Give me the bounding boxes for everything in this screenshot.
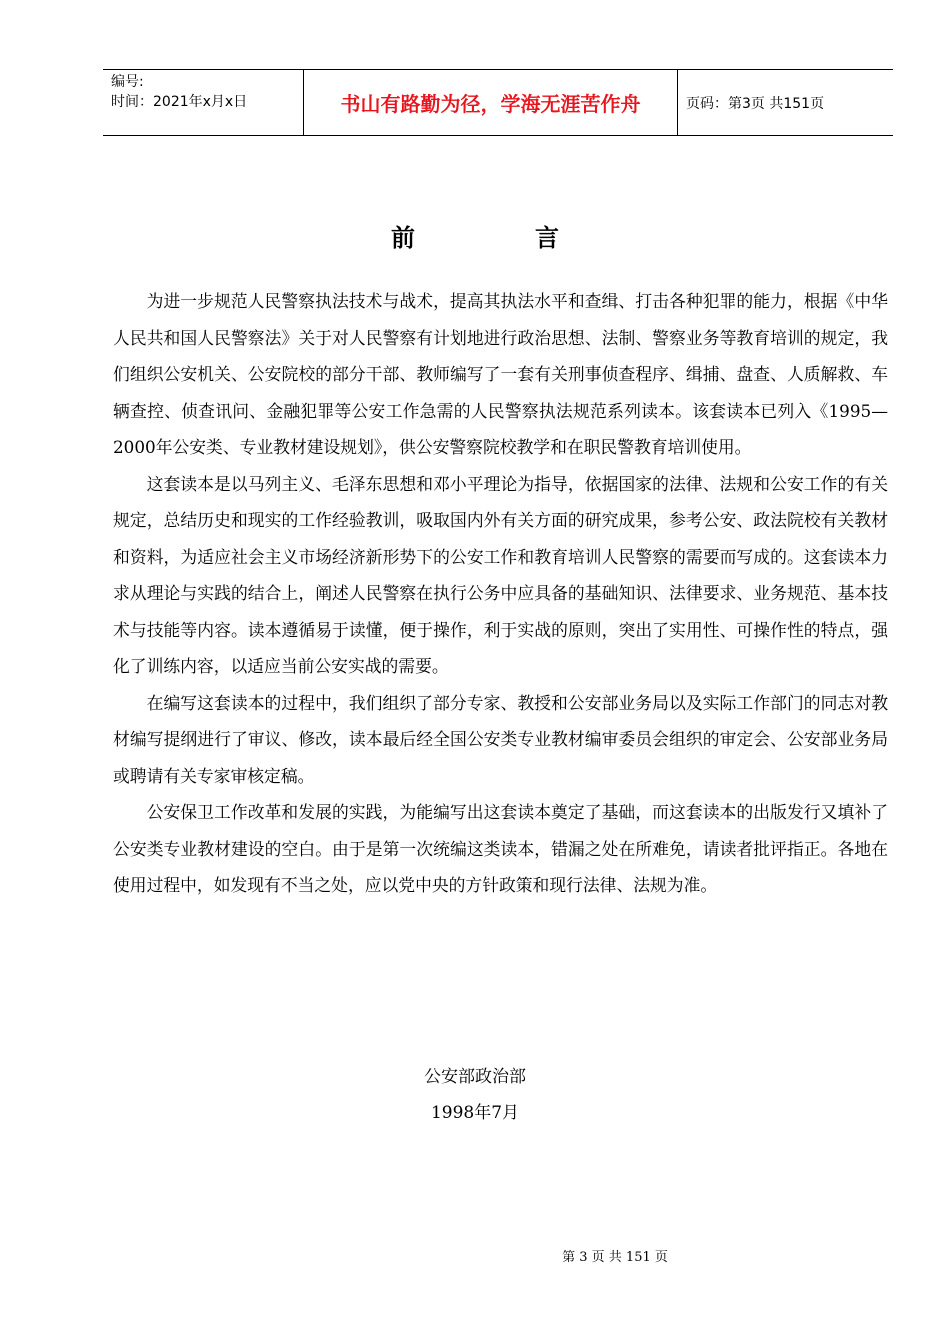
page-title — [0, 218, 950, 253]
header-meta — [103, 70, 304, 135]
paragraph: 在编写这套读本的过程中，我们组织了部分专家、教授和公安部业务局以及实际工作部门的同志对教材编写提纲进行了审议、修改，读本最后经全国公安类专业教材编审委员会组织的审定会、公安部业务局或聘请有关专家审核定稿。 — [113, 692, 888, 786]
paragraph: 为进一步规范人民警察执法技术与战术，提高其执法水平和查缉、打击各种犯罪的能力，根据《中华人民共和国人民警察法》关于对人民警察有计划地进行政治思想、法制、警察业务等教育培训的规定，我们组织公安机关、公安院校的部分干部、教师编写了一套有关刑事侦查程序、缉捕、盘查、人质解救、车辆查控、侦查讯问、金融犯罪等公安工作急需的人民警察执法规范系列读本。该套读本已列入《1995—2000年公安类、专业教材建设规划》，供公安警察院校教学和在职民警教育培训使用。 — [113, 291, 888, 457]
page-footer: 第 3 页 共 151 页 — [562, 1250, 668, 1265]
time-label: 时间：2021年x月x日 — [111, 94, 248, 110]
page-header — [103, 69, 893, 136]
paragraph: 公安保卫工作改革和发展的实践，为能编写出这套读本奠定了基础，而这套读本的出版发行又填补了公安类专业教材建设的空白。由于是第一次统编这类读本，错漏之处在所难免，请读者批评指正。各地在使用过程中，如发现有不当之处，应以党中央的方针政策和现行法律、法规为准。 — [113, 802, 888, 895]
signature-org: 公安部政治部 — [424, 1067, 526, 1087]
header-motto: 书山有路勤为径，学海无涯苦作舟 — [304, 70, 678, 135]
title-char-1: 前 — [391, 223, 415, 252]
number-label: 编号: — [111, 74, 144, 90]
signature-date: 1998年7月 — [430, 1103, 520, 1123]
paragraph: 这套读本是以马列主义、毛泽东思想和邓小平理论为指导，依据国家的法律、法规和公安工作的有关规定，总结历史和现实的工作经验教训，吸取国内外有关方面的研究成果，参考公安、政法院校有关教材和资料，为适应社会主义市场经济新形势下的公安工作和教育培训人民警察的需要而写成的。这套读本力求从理论与实践的结合上，阐述人民警察在执行公务中应具备的基础知识、法律要求、业务规范、基本技术与技能等内容。读本遵循易于读懂，便于操作，利于实战的原则，突出了实用性、可操作性的特点，强化了训练内容，以适应当前公安实战的需要。 — [113, 473, 888, 676]
header-page-code: 页码：第3页 共151页 — [686, 95, 825, 112]
title-char-2: 言 — [535, 223, 559, 252]
preface-body — [113, 283, 888, 904]
